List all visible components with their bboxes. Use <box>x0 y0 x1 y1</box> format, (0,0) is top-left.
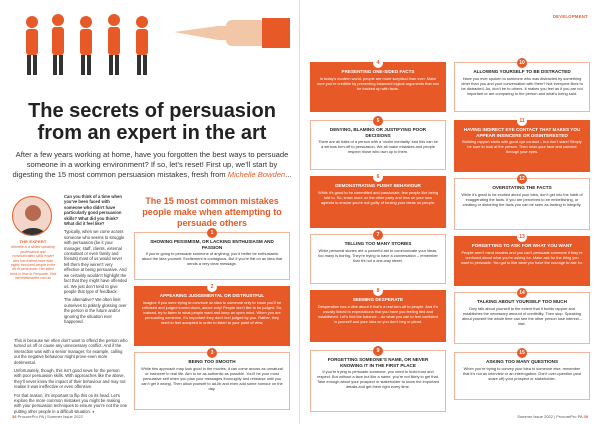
mistake-number: 15 <box>517 348 527 358</box>
mistake-number: 13 <box>517 232 527 242</box>
mistake-body: If you’re going to persuade someone of anything, you’d better be enthusiastic about the idea yourself. Excitement is contagious. But if you’re flat on an idea that sends a very clear message. <box>141 251 283 267</box>
mistake-card-7 <box>310 234 446 284</box>
mistake-body: When you’re trying to convey your idea to someone else, remember that it’s not an interview or an interrogation. Don’t over-question (and scare off) your prospect or stakeholder. <box>462 365 581 381</box>
body-paragraph-text: For that reason, it’s important to flip this on its head. Let’s explore the more common mistakes you might be making with your persuasion techniques to ensure you’re not the one putting other people in a difficult situation. <box>14 392 128 414</box>
folio-text: Summer Issue 2022 | ProcurePro PA <box>517 414 583 419</box>
section-label: DEVELOPMENT <box>552 14 588 19</box>
mistake-title: PRESENTING ONE-SIDED FACTS <box>341 69 415 74</box>
mistake-body: Desperation has a vibe about it that’s a real turn-off to people. And it’s usually linked to expectations that you have you feeling tied and established. Let’s find the balance – do what you can to feel confident in yourself and your idea so you don’t beg or plead. <box>318 303 438 324</box>
mistake-card-6 <box>310 176 446 228</box>
page-number: 39 <box>583 414 588 419</box>
standfirst-text: After a few years working at home, have you forgotten the best ways to persuade someone in a working environment? If so, let’s reset! First up, we’ll start by digesting the 15 most common persuasion mistakes, fresh from <box>12 150 289 179</box>
right-page <box>300 0 600 424</box>
standfirst <box>12 150 292 180</box>
mistake-title: HAVING INDIRECT EYE CONTACT THAT MAKES YOU APPEAR INSINCERE OR DISINTERESTED <box>463 127 581 138</box>
mistake-card-12 <box>454 178 590 230</box>
mistake-body: While this approach may look good in the movies, it can come across as unnatural or insincere in real life. Aim to be as authentic as possible. You’ll be your most persuasive self when you plan your messages thoroughly and rehearse until you can’t get it wrong. Then allow yourself to ad-lib and even add some humour on the day. <box>141 365 283 391</box>
mistake-title: TALKING ABOUT YOURSELF TOO MUCH <box>477 299 567 304</box>
bio-text: Michelle is a skilled speaking professional and communication skills expert who has trained more than eighty thousand people in the art of persuasion. Her latest book is How to Persuade. Visit michellebowden.com.au <box>10 245 56 281</box>
pointing-hand-illustration <box>170 12 290 52</box>
mistake-number: 6 <box>373 172 383 182</box>
hero-illustration <box>0 0 300 100</box>
mistake-title: SHOWING PESSIMISM, OR LACKING ENTHUSIASM AND PASSION <box>150 239 274 250</box>
mistake-number: 10 <box>517 58 527 68</box>
mistake-body: If you’re trying to persuade someone, you need to build trust and respect. But without a face but like a name, you’re not likely to get that. Take enough about your prospect or stakeholder to know the important details and get them right every time. <box>317 369 439 390</box>
mistake-card-3 <box>134 352 290 410</box>
article-title: The secrets of persuasion from an expert in the art <box>28 100 276 144</box>
body-paragraph: Can you think of a time when you’ve been faced with someone who didn’t have particularly good persuasion skills? What did you think? What did it feel like? <box>64 194 122 227</box>
mistake-card-4 <box>310 62 446 112</box>
standfirst-ellipsis: ... <box>285 170 292 179</box>
mistake-card-11 <box>454 120 590 172</box>
page-number: 38 <box>12 414 17 419</box>
mistake-number: 9 <box>373 346 383 356</box>
mistake-body: While it’s great to be excited about your idea, don’t get into the habit of exaggerating the facts. If you are perceived to be embellishing, or creating or distorting the facts you can be seen as lacking in integrity. <box>461 191 583 207</box>
mistake-title: DEMONSTRATING PUSHY BEHAVIOUR <box>335 183 421 188</box>
mistake-card-13 <box>454 236 590 286</box>
body-column-1 <box>64 194 128 327</box>
pull-quote: The 15 most common mistakes people make when attempting to persuade others <box>142 196 282 228</box>
mistake-card-14 <box>454 292 590 344</box>
mistake-body: In today’s modern world, people are more sceptical than ever. Make sure you’re credible by presenting balanced logical arguments that can be backed up with facts. <box>317 75 439 91</box>
mistake-title: ALLOWING YOURSELF TO BE DISTRACTED <box>473 69 571 74</box>
mistake-card-10 <box>454 62 590 112</box>
body-paragraph: Typically, when we come across someone who seems to struggle with persuasion (be it your manager, staff, clients, external consultant or even family and friends) most of us would never tell them they weren’t very effective at being persuasive. And we certainly wouldn’t highlight the fact that they might have offended us. We just don’t tend to give people that type of feedback. <box>64 229 128 294</box>
mistake-title: APPEARING JUDGEMENTAL OR DISTRUSTFUL <box>159 293 265 298</box>
mistake-card-15 <box>454 352 590 400</box>
mistake-card-9 <box>310 350 446 412</box>
mistake-card-5 <box>310 120 446 170</box>
mistake-title: SEEMING DESPERATE <box>352 297 404 302</box>
mistake-body: While personal stories are a powerful aid to communicate your ideas, too many is boring. They’re trying to have a conversation – remember that it’s not a one-way street. <box>318 247 438 263</box>
mistake-title: OVERSTATING THE FACTS <box>492 185 552 190</box>
mistake-body: Building rapport starts with good eye contact – but don’t stare! Simply be sure to look at the person. Then relax your face and connect through your eyes. <box>462 139 582 155</box>
author-name: Michelle Bowden <box>227 170 286 179</box>
mistake-card-8 <box>310 290 446 342</box>
author-photo <box>12 196 52 236</box>
page-folio-right <box>517 414 588 419</box>
mistake-number: 7 <box>373 230 383 240</box>
end-mark: ● <box>92 408 95 414</box>
body-paragraph: Unfortunately, though, this isn’t good news for the person with poor persuasion skills. With approaches like the above, they’ll never know the impact of their behaviour and may not realise it was ineffective or even offensive. <box>14 368 126 390</box>
mistake-title: TELLING TOO MANY STORIES <box>344 241 412 246</box>
mistake-title: DENYING, BLAMING OR JUSTIFYING POOR DECISIONS <box>329 127 427 138</box>
mistake-body: There are all traits of a person with a ‘victim mentality’ and this can be a serious turn-off to persuasion. We all make mistakes and people respect those who own up to them. <box>318 139 438 155</box>
body-paragraph: The alternative? We often limit ourselves to politely glossing over the person in the future and/or ignoring the situation ever happened. <box>64 297 127 324</box>
mistake-number: 4 <box>373 58 383 68</box>
mistake-number: 3 <box>207 348 217 358</box>
crowd-illustration <box>18 8 178 80</box>
mistake-body: Have you ever spoken to someone who was distracted by something other than you and your conversation with them? Not everyone likes to be distracted. As, don’t be to others. It makes you feel as if you are not important or are comparing to the person and what’s being said. <box>461 75 583 96</box>
mistake-number: 5 <box>373 116 383 126</box>
body-paragraph: This is because we often don’t want to offend the person who turned us off or cause any unnecessary conflict. And if the interaction was with a senior manager, for example, calling out the negative behaviour might prove even more detrimental. <box>14 338 128 365</box>
mistake-body: Imagine if you were trying to convince an idea to someone only to know you’ll be criticised and judged turned down, above only! People don’t like to be judged. So, instead, try to listen to what people want and keep an open mind. When you are persuading someone, it’s important they don’t feel judged by you. Rather, they need to feel accepted in order to listen to your point of view. <box>141 299 283 325</box>
mistake-title: FORGETTING SOMEONE’S NAME, OR NEVER KNOWING IT IN THE FIRST PLACE <box>327 357 429 368</box>
folio-text: ProcurePro PA | Summer Issue 2022 <box>17 414 83 419</box>
mistake-title: FORGETTING TO ASK FOR WHAT YOU WANT <box>471 243 573 248</box>
mistake-body: Only talk about yourself to the extent that it builds rapport and establishes the necessary amount of credibility. Then stop. Speaking about yourself the whole time can see the other person lose interest – fast. <box>461 305 583 326</box>
mistake-body: While it’s good to be committed and passionate, few people like being told to. So, know more on the other party and less on your own agenda to ensure you’re not guilty of forcing your ideas on people. <box>318 189 438 205</box>
author-bio <box>10 240 56 281</box>
bio-heading: THE EXPERT <box>19 239 47 244</box>
page-folio-left <box>12 414 83 419</box>
mistake-body: People aren’t mind readers and you can’t persuade someone if they’re confused about what you’re asking for. Make ask for the thing you want to persuade. You got to like what you have the courage to ask for. <box>461 249 583 265</box>
mistake-number: 8 <box>373 286 383 296</box>
mistake-number: 11 <box>517 116 527 126</box>
mistake-number: 14 <box>517 288 527 298</box>
mistake-title: BEING TOO SMOOTH <box>188 359 236 364</box>
mistake-number: 1 <box>207 228 217 238</box>
mistake-card-1 <box>134 232 290 280</box>
body-paragraph <box>14 393 128 415</box>
body-column-wide <box>14 338 128 417</box>
mistake-card-2 <box>134 286 290 346</box>
portrait-icon <box>13 197 52 236</box>
mistake-number: 2 <box>207 282 217 292</box>
mistake-number: 12 <box>517 174 527 184</box>
mistake-title: ASKING TOO MANY QUESTIONS <box>485 359 559 364</box>
